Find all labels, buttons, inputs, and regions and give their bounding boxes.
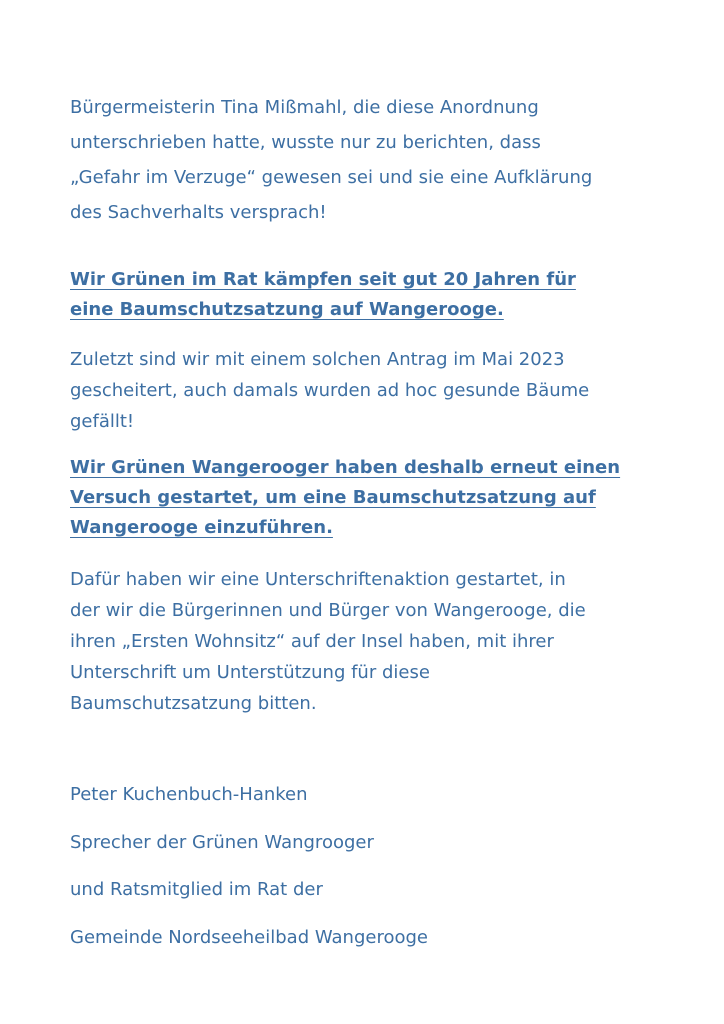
signature-name: Peter Kuchenbuch-Hanken (70, 784, 308, 805)
heading-tree-protection-history: Wir Grünen im Rat kämpfen seit gut 20 Jahren für eine Baumschutzsatzung auf Wangerooge. (70, 269, 576, 320)
paragraph-signature-campaign: Dafür haben wir eine Unterschriftenaktion gestartet, in der wir die Bürgerinnen und Bürger von Wangerooge, die ihren „Ersten Wohnsitz“ auf der Insel haben, mit ihrer Unterschrift um Unterstützung für diese Baumschutzsatzung bitten. (70, 569, 586, 714)
signature-role-line-1: Sprecher der Grünen Wangrooger (70, 832, 374, 853)
signature-role-line-3: Gemeinde Nordseeheilbad Wangerooge (70, 927, 428, 948)
signature-role-line-2: und Ratsmitglied im Rat der (70, 879, 323, 900)
heading-new-attempt: Wir Grünen Wangerooger haben deshalb erneut einen Versuch gestartet, um eine Baumschutzsatzung auf Wangerooge einzuführen. (70, 457, 621, 538)
paragraph-previous-attempt: Zuletzt sind wir mit einem solchen Antrag im Mai 2023 gescheitert, auch damals wurden ad hoc gesunde Bäume gefällt! (70, 349, 590, 432)
paragraph-mayor-statement: Bürgermeisterin Tina Mißmahl, die diese Anordnung unterschrieben hatte, wusste nur zu berichten, dass „Gefahr im Verzuge“ gewesen sei und sie eine Aufklärung des Sachverhalts versprach! (70, 97, 593, 223)
